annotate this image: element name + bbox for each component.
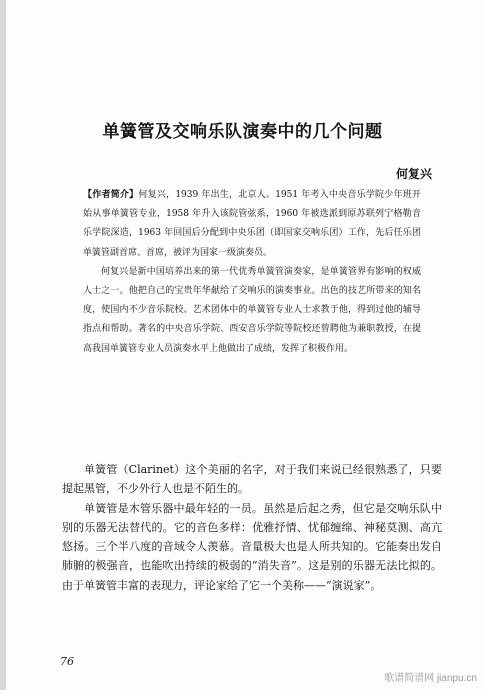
article-body: [62, 460, 442, 595]
bio-paragraph: 何复兴是新中国培养出来的第一代优秀单簧管演奏家，是单簧管界有影响的权威人士之一。他把自己的宝贵年华献给了交响乐的演奏事业。出色的技艺所带来的知名度，使国内不少音乐院校、艺术团体中的单簧管专业人士求教于他，得到过他的辅导指点和帮助。著名的中央音乐学院、西安音乐学院等院校还曾聘他为兼职教授，在提高我国单簧管专业人员演奏水平上他做出了成绩，发挥了积极作用。: [83, 266, 421, 354]
bio-label: 【作者简介】: [83, 190, 139, 200]
author-bio: [83, 186, 421, 359]
article-title: 单簧管及交响乐队演奏中的几个问题: [102, 122, 383, 142]
body-paragraph-2: 单簧管是木管乐器中最年轻的一员。虽然是后起之秀，但它是交响乐队中别的乐器无法替代的。它的音色多样：优雅抒情、忧郁缠绵、神秘莫测、高亢悠扬。三个半八度的音域令人羡慕。音量极大也是人所共知的。它能奏出发自肺腑的极强音，也能吹出持续的极弱的“消失音”。这是别的乐器无法比拟的。由于单簧管丰富的表现力，评论家给了它一个美称——“演说家”。: [62, 501, 442, 592]
bio-intro: [83, 186, 421, 263]
body-paragraph-1: 单簧管（Clarinet）这个美丽的名字，对于我们来说已经很熟悉了，只要提起黑管，不少外行人也是不陌生的。: [62, 463, 442, 496]
page-number: 76: [60, 655, 74, 668]
author-name: 何复兴: [395, 167, 432, 181]
bio-intro-text: 何复兴，1939 年出生，北京人。1951 年考入中央音乐学院少年班开始从事单簧管专业，1958 年升入该院管弦系，1960 年被选派到原苏联列宁格勒音乐学院深造，1963 年回国后分配到中央乐团（即国家交响乐团）工作，先后任乐团单簧管副首席、首席，被评为国家一级演奏员。: [83, 190, 421, 258]
page-edge-shadow: [0, 0, 6, 690]
site-watermark: 歌谱简谱网 jianpu.cn: [384, 673, 477, 684]
